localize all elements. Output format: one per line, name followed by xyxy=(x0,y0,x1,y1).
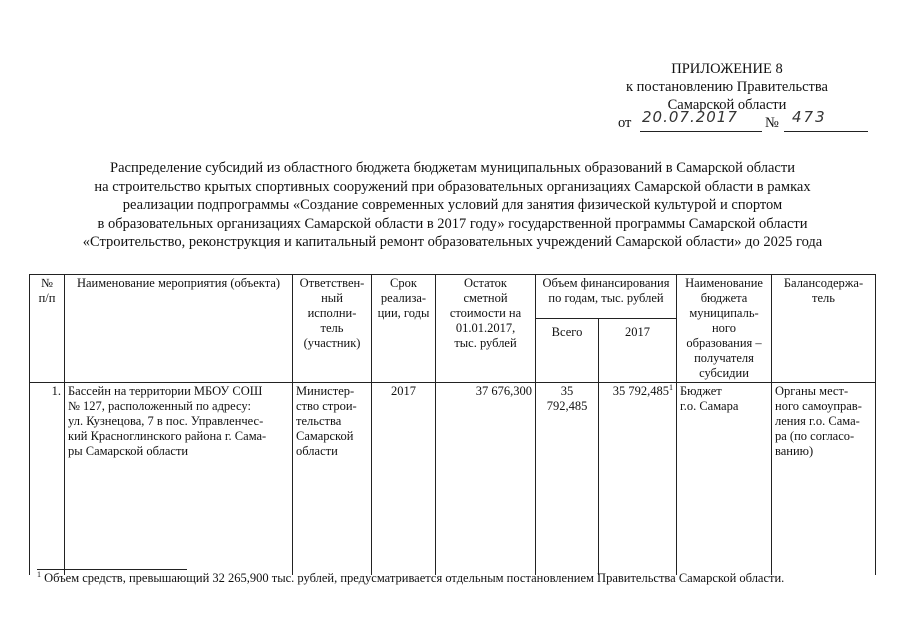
cell-funding-2017 xyxy=(599,383,677,576)
document-title xyxy=(40,159,865,252)
cell-executor: Министер- ство строи- тельства Самарской области xyxy=(293,383,372,576)
footnote-mark: 1 xyxy=(37,569,41,579)
cell-funding-2017-value: 35 792,485 xyxy=(612,384,669,398)
title-line: в образовательных организациях Самарской области в 2017 году» государственной программы Самарской области xyxy=(97,215,808,232)
appendix-resolution-line: к постановлению Правительства xyxy=(626,79,828,95)
footnote xyxy=(37,571,784,586)
footnote-ref: 1 xyxy=(669,382,673,392)
header-holder: Балансодержа- тель xyxy=(772,275,876,383)
header-balance: Остаток сметной стоимости на 01.01.2017, тыс. рублей xyxy=(436,275,536,383)
header-name: Наименование мероприятия (объекта) xyxy=(65,275,293,383)
resolution-date-number xyxy=(618,108,878,133)
subsidy-table xyxy=(29,274,876,575)
date-prefix: от xyxy=(618,115,632,131)
footnote-text: Объем средств, превышающий 32 265,900 тыс. рублей, предусматривается отдельным постановлением Правительства Самарской области. xyxy=(41,571,785,585)
cell-period: 2017 xyxy=(372,383,436,576)
header-funding: Объем финансирования по годам, тыс. рублей xyxy=(536,275,677,319)
handwritten-date: 20.07.2017 xyxy=(642,108,738,126)
header-budget: Наименование бюджета муниципаль- ного образования – получателя субсидии xyxy=(677,275,772,383)
cell-holder: Органы мест- ного самоуправ- ления г.о. Сама- ра (по согласо- ванию) xyxy=(772,383,876,576)
appendix-region-line: Самарской области xyxy=(667,97,787,113)
appendix-block xyxy=(612,60,842,114)
cell-budget: Бюджет г.о. Самара xyxy=(677,383,772,576)
table-row xyxy=(30,383,876,576)
handwritten-number: 473 xyxy=(792,108,827,126)
title-line: Распределение субсидий из областного бюджета бюджетам муниципальных образований в Самарской области xyxy=(110,160,795,176)
title-line: реализации подпрограммы «Создание современных условий для занятия физической культурой и спортом xyxy=(122,197,783,214)
cell-balance: 37 676,300 xyxy=(436,383,536,576)
header-num: № п/п xyxy=(30,275,65,383)
header-funding-2017: 2017 xyxy=(599,319,677,383)
header-executor: Ответствен- ный исполни- тель (участник) xyxy=(293,275,372,383)
header-period: Срок реализа- ции, годы xyxy=(372,275,436,383)
title-line: на строительство крытых спортивных сооружений при образовательных организациях Самарской области в рамках xyxy=(94,178,811,195)
title-line: «Строительство, реконструкция и капитальный ремонт образовательных учреждений Самарской области» до 2025 года xyxy=(82,234,823,251)
footnote-divider xyxy=(37,569,187,570)
header-funding-total: Всего xyxy=(536,319,599,383)
cell-name: Бассейн на территории МБОУ СОШ № 127, расположенный по адресу: ул. Кузнецова, 7 в пос. Управленчес- кий Красноглинского района г. Сама- ры Самарской области xyxy=(65,383,293,576)
number-prefix: № xyxy=(765,115,779,131)
cell-funding-total: 35 792,485 xyxy=(536,383,599,576)
appendix-title: ПРИЛОЖЕНИЕ 8 xyxy=(671,61,783,77)
cell-num: 1. xyxy=(30,383,65,576)
